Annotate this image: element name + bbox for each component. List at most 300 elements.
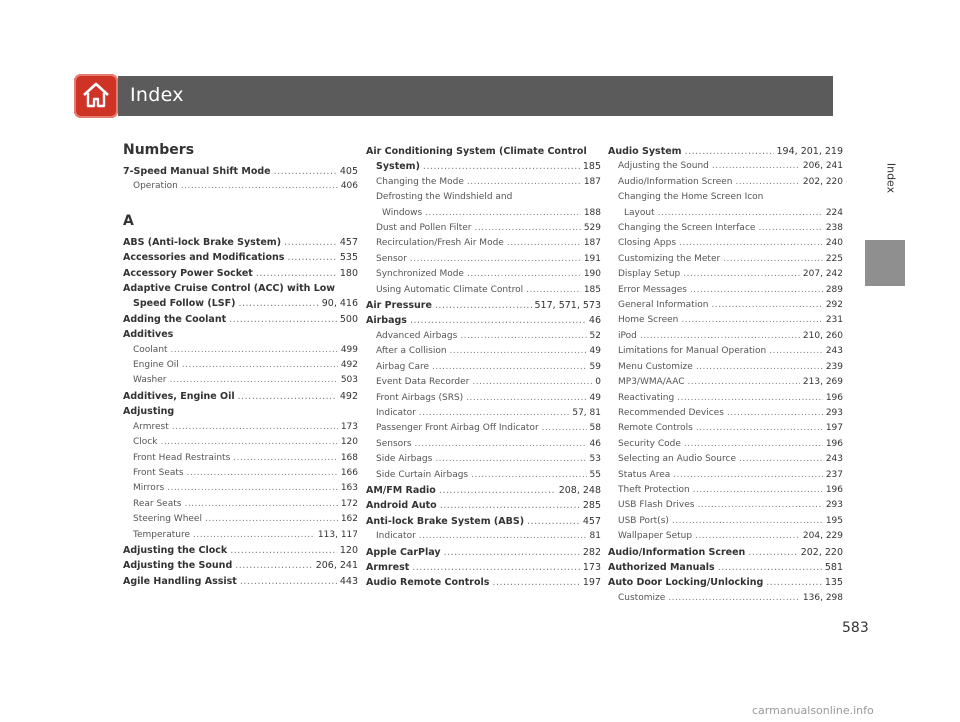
index-entry-page[interactable]: 238 [825, 223, 843, 234]
home-button[interactable] [74, 74, 118, 118]
dot-leader [718, 560, 822, 575]
index-entry-label: Reactivating [618, 392, 675, 403]
index-entry-page[interactable]: 202, 220 [800, 546, 843, 558]
index-entry-page[interactable]: 57, 81 [572, 407, 601, 418]
index-entry[interactable] [608, 267, 843, 282]
index-entry[interactable] [608, 575, 843, 590]
index-entry[interactable] [123, 373, 358, 388]
index-entry[interactable] [366, 468, 601, 483]
index-entry[interactable] [366, 575, 601, 590]
watermark: carmanualsonline.info [752, 704, 874, 717]
dot-leader [444, 545, 580, 560]
index-entry-page[interactable]: 46 [588, 315, 601, 327]
index-entry-label: Engine Oil [133, 360, 179, 371]
index-entry-label: Audio Remote Controls [366, 577, 490, 589]
index-column-2 [366, 144, 601, 591]
index-entry-label: Front Head Restraints [133, 452, 231, 463]
index-entry[interactable] [608, 190, 843, 205]
index-entry-label: Error Messages [618, 284, 687, 295]
index-entry-label: Recirculation/Fresh Air Mode [376, 238, 504, 249]
index-entry-page[interactable]: 293 [825, 500, 843, 511]
header-bar [118, 76, 833, 116]
index-entry[interactable] [608, 175, 843, 190]
index-entry-page[interactable]: 120 [339, 544, 358, 556]
index-entry[interactable] [123, 312, 358, 327]
index-entry[interactable] [608, 560, 843, 575]
index-entry-page[interactable]: 136, 298 [802, 592, 843, 603]
index-entry-page[interactable]: 207, 242 [802, 269, 843, 280]
index-entry-label: Airbags [366, 315, 407, 327]
index-entry-label: Changing the Home Screen Icon [618, 192, 764, 203]
index-entry[interactable] [608, 452, 843, 467]
index-entry-page[interactable]: 457 [339, 236, 358, 248]
index-entry-page[interactable]: 172 [340, 498, 358, 509]
index-entry[interactable] [366, 236, 601, 251]
index-entry-page[interactable]: 55 [589, 469, 601, 480]
dot-leader [683, 267, 800, 282]
index-entry-page[interactable]: 210, 260 [802, 330, 843, 341]
index-entry-label: Limitations for Manual Operation [618, 346, 767, 357]
dot-leader [229, 312, 337, 327]
index-entry-page[interactable]: 204, 229 [802, 531, 843, 542]
dot-leader [205, 512, 338, 527]
index-entry-page[interactable]: 196 [825, 392, 843, 403]
index-entry-label: Additives [123, 329, 174, 341]
index-entry-page[interactable]: 190 [583, 269, 601, 280]
dot-leader [233, 451, 338, 466]
index-entry-label: Air Pressure [366, 300, 432, 312]
dot-leader [160, 435, 337, 450]
dot-leader [287, 250, 336, 265]
index-entry-page[interactable]: 517, 571, 573 [534, 300, 601, 312]
index-entry-page[interactable]: 49 [589, 392, 601, 403]
index-entry-page[interactable]: 162 [340, 514, 358, 525]
dot-leader [492, 575, 579, 590]
dot-leader [230, 543, 337, 558]
index-entry[interactable] [366, 498, 601, 513]
index-entry[interactable] [123, 466, 358, 481]
index-entry-label: Speed Follow (LSF) [133, 298, 236, 310]
index-entry[interactable] [366, 360, 601, 375]
index-entry-page[interactable]: 405 [339, 166, 358, 177]
index-entry-page[interactable]: 194, 201, 219 [776, 146, 843, 157]
index-entry-label: Selecting an Audio Source [618, 454, 736, 465]
index-entry[interactable] [366, 313, 601, 328]
dot-leader [419, 406, 570, 421]
dot-leader [171, 343, 338, 358]
index-entry[interactable] [366, 406, 601, 421]
index-entry[interactable] [123, 481, 358, 496]
index-entry-label: Steering Wheel [133, 514, 202, 525]
index-entry-label: Menu Customize [618, 361, 693, 372]
dot-leader [460, 329, 586, 344]
index-entry-label: Customizing the Meter [618, 253, 721, 264]
index-entry-page[interactable]: 59 [589, 361, 601, 372]
index-entry-page[interactable]: 225 [825, 253, 843, 264]
index-entry[interactable] [608, 283, 843, 298]
index-entry-label: Defrosting the Windshield and [376, 192, 513, 203]
index-entry[interactable] [123, 420, 358, 435]
index-entry[interactable] [123, 266, 358, 281]
index-entry-label: Windows [382, 207, 423, 218]
index-entry[interactable] [608, 591, 843, 606]
index-entry[interactable] [608, 144, 843, 159]
dot-leader [256, 266, 337, 281]
index-entry-page[interactable]: 293 [825, 407, 843, 418]
dot-leader [672, 514, 823, 529]
index-entry[interactable] [123, 528, 358, 543]
index-entry-page[interactable]: 58 [589, 423, 601, 434]
dot-leader [187, 466, 338, 481]
column-2-entries [366, 144, 601, 591]
index-entry-label: Adjusting the Clock [123, 544, 228, 556]
section-heading-a: A [123, 212, 134, 229]
index-entry-label: Dust and Pollen Filter [376, 223, 472, 234]
index-entry-label: Changing the Screen Interface [618, 223, 756, 234]
index-entry[interactable] [366, 529, 601, 544]
index-entry-label: Home Screen [618, 315, 679, 326]
index-entry-page[interactable]: 187 [583, 176, 601, 187]
dot-leader [542, 421, 587, 436]
index-entry-page[interactable]: 206, 241 [802, 161, 843, 172]
dot-leader [668, 591, 800, 606]
index-entry-label: Adjusting the Sound [618, 161, 709, 172]
index-entry-label: Clock [133, 437, 158, 448]
index-entry[interactable] [608, 159, 843, 174]
index-entry-label: Adaptive Cruise Control (ACC) with Low [123, 283, 336, 295]
index-entry-label: Layout [624, 207, 655, 218]
dot-leader [677, 391, 823, 406]
dot-leader [679, 236, 823, 251]
index-entry[interactable] [366, 437, 601, 452]
index-entry-label: Front Seats [133, 467, 184, 478]
index-entry-page[interactable]: 406 [340, 181, 358, 192]
index-entry-label: Advanced Airbags [376, 330, 458, 341]
dot-leader [412, 560, 580, 575]
index-entry-page[interactable]: 237 [825, 469, 843, 480]
dot-leader [690, 283, 823, 298]
index-entry[interactable] [366, 514, 601, 529]
index-entry-page[interactable]: 166 [340, 467, 358, 478]
index-entry-page[interactable]: 196 [825, 484, 843, 495]
index-entry[interactable] [366, 483, 601, 498]
index-entry-label: Operation [133, 181, 178, 192]
index-entry[interactable] [608, 236, 843, 251]
index-entry-label: MP3/WMA/AAC [618, 377, 685, 388]
index-entry-page[interactable]: 185 [583, 284, 601, 295]
index-entry-label: Adjusting the Sound [123, 560, 233, 572]
index-entry[interactable] [123, 358, 358, 373]
dot-leader [435, 298, 532, 313]
index-entry-page[interactable]: 197 [582, 577, 601, 589]
home-icon [81, 80, 111, 110]
index-entry[interactable] [366, 452, 601, 467]
index-entry[interactable] [366, 344, 601, 359]
index-entry-page[interactable]: 285 [582, 500, 601, 512]
index-entry[interactable] [123, 451, 358, 466]
index-entry[interactable] [366, 206, 601, 221]
index-entry[interactable] [123, 389, 358, 404]
index-entry-page[interactable]: 289 [825, 284, 843, 295]
index-entry[interactable] [366, 283, 601, 298]
index-entry-label: AM/FM Radio [366, 484, 436, 496]
index-entry[interactable] [608, 529, 843, 544]
dot-leader [736, 175, 800, 190]
index-entry[interactable] [608, 437, 843, 452]
index-entry-label: Adding the Coolant [123, 313, 227, 325]
index-entry[interactable] [608, 344, 843, 359]
index-entry-page[interactable]: 208, 248 [558, 484, 601, 496]
index-entry[interactable] [608, 514, 843, 529]
index-entry[interactable] [608, 298, 843, 313]
index-entry[interactable] [123, 512, 358, 527]
index-entry-page[interactable]: 196 [825, 438, 843, 449]
index-entry-page[interactable]: 535 [339, 252, 358, 264]
index-entry-page[interactable]: 120 [340, 437, 358, 448]
index-entry-page[interactable]: 239 [825, 361, 843, 372]
index-entry-page[interactable]: 499 [340, 344, 358, 355]
index-entry[interactable] [608, 252, 843, 267]
dot-leader [238, 389, 337, 404]
index-entry[interactable] [366, 391, 601, 406]
index-entry-page[interactable]: 173 [582, 561, 601, 573]
dot-leader [475, 221, 581, 236]
index-entry-label: Event Data Recorder [376, 377, 470, 388]
index-entry[interactable] [608, 360, 843, 375]
index-entry-page[interactable]: 443 [339, 575, 358, 587]
index-entry-page[interactable]: 173 [340, 421, 358, 432]
index-entry-label: Additives, Engine Oil [123, 390, 235, 402]
dot-leader [182, 358, 338, 373]
dot-leader [723, 252, 823, 267]
dot-leader [693, 483, 823, 498]
index-column-3 [608, 144, 843, 606]
index-entry[interactable] [366, 159, 601, 174]
dot-leader [466, 391, 586, 406]
index-entry-label: Audio/Information Screen [608, 546, 746, 558]
index-entry-label: Closing Apps [618, 238, 677, 249]
index-entry-page[interactable]: 135 [824, 577, 843, 589]
numbers-entries [123, 164, 358, 195]
index-entry-page[interactable]: 187 [583, 238, 601, 249]
dot-leader [696, 421, 823, 436]
index-entry-label: Coolant [133, 344, 168, 355]
side-tab-label[interactable]: Index [884, 162, 898, 194]
index-entry-page[interactable]: 492 [340, 360, 358, 371]
index-entry-label: Sensors [376, 438, 412, 449]
index-entry[interactable] [608, 498, 843, 513]
index-entry[interactable] [123, 179, 358, 194]
dot-leader [432, 360, 587, 375]
index-entry-page[interactable]: 240 [825, 238, 843, 249]
index-entry-label: USB Flash Drives [618, 500, 695, 511]
dot-leader [467, 267, 581, 282]
index-entry-label: Mirrors [133, 483, 165, 494]
index-entry[interactable] [123, 164, 358, 179]
index-column-1 [123, 140, 358, 589]
index-entry[interactable] [608, 221, 843, 236]
index-entry-page[interactable]: 195 [825, 515, 843, 526]
dot-leader [658, 206, 823, 221]
dot-leader [681, 313, 822, 328]
index-entry-page[interactable]: 529 [583, 223, 601, 234]
index-entry[interactable] [366, 560, 601, 575]
index-entry-label: USB Port(s) [618, 515, 669, 526]
index-entry-page[interactable]: 492 [339, 390, 358, 402]
index-entry[interactable] [608, 206, 843, 221]
index-entry[interactable] [608, 421, 843, 436]
index-entry-label: Display Setup [618, 269, 681, 280]
index-entry[interactable] [608, 545, 843, 560]
dot-leader [507, 236, 581, 251]
index-entry-page[interactable]: 46 [589, 438, 601, 449]
index-entry[interactable] [366, 421, 601, 436]
index-entry-label: Theft Protection [618, 484, 690, 495]
dot-leader [450, 344, 587, 359]
index-entry-label: Changing the Mode [376, 176, 464, 187]
index-entry-label: After a Collision [376, 346, 447, 357]
index-entry-page[interactable]: 191 [583, 253, 601, 264]
index-entry[interactable] [366, 144, 601, 159]
index-entry-label: Audio System [608, 146, 682, 157]
index-entry[interactable] [366, 190, 601, 205]
index-entry-page[interactable]: 197 [825, 423, 843, 434]
index-entry-page[interactable]: 180 [339, 267, 358, 279]
dot-leader [711, 298, 822, 313]
index-entry-page[interactable]: 52 [589, 330, 601, 341]
index-entry-label: Android Auto [366, 500, 437, 512]
index-entry-page[interactable]: 81 [589, 531, 601, 542]
dot-leader [415, 437, 587, 452]
index-entry[interactable] [123, 281, 358, 296]
index-entry-page[interactable]: 188 [583, 207, 601, 218]
index-entry-page[interactable]: 90, 416 [321, 298, 358, 310]
index-entry[interactable] [123, 543, 358, 558]
index-entry[interactable] [608, 313, 843, 328]
a-entries [123, 235, 358, 589]
index-entry[interactable] [608, 391, 843, 406]
index-entry-label: Passenger Front Airbag Off Indicator [376, 423, 539, 434]
index-entry-label: Security Code [618, 438, 681, 449]
index-entry-page[interactable]: 224 [825, 207, 843, 218]
index-entry[interactable] [123, 404, 358, 419]
section-heading-numbers: Numbers [123, 142, 195, 158]
index-entry-page[interactable]: 500 [339, 313, 358, 325]
index-entry-page[interactable]: 168 [340, 452, 358, 463]
index-entry-label: Using Automatic Climate Control [376, 284, 524, 295]
index-entry-page[interactable]: 581 [824, 561, 843, 573]
index-entry-page[interactable]: 49 [589, 346, 601, 357]
dot-leader [727, 406, 823, 421]
index-entry[interactable] [123, 296, 358, 311]
dot-leader [410, 252, 581, 267]
index-entry-label: Authorized Manuals [608, 561, 715, 573]
index-entry-label: Adjusting [123, 406, 175, 418]
index-entry[interactable] [366, 252, 601, 267]
index-entry[interactable] [608, 375, 843, 390]
dot-leader [766, 575, 822, 590]
index-entry-label: 7-Speed Manual Shift Mode [123, 166, 271, 177]
index-entry-page[interactable]: 457 [582, 515, 601, 527]
dot-leader [284, 235, 337, 250]
index-entry-page[interactable]: 282 [582, 546, 601, 558]
index-entry-label: Side Curtain Airbags [376, 469, 469, 480]
dot-leader [240, 574, 337, 589]
dot-leader [527, 514, 580, 529]
index-entry-page[interactable]: 213, 269 [802, 377, 843, 388]
dot-leader [193, 528, 315, 543]
index-entry[interactable] [366, 175, 601, 190]
dot-leader [684, 437, 823, 452]
index-entry[interactable] [366, 221, 601, 236]
dot-leader [169, 373, 337, 388]
index-entry-label: Auto Door Locking/Unlocking [608, 577, 764, 589]
index-entry[interactable] [123, 327, 358, 342]
index-entry[interactable] [366, 375, 601, 390]
index-entry-label: Wallpaper Setup [618, 531, 693, 542]
index-entry[interactable] [366, 298, 601, 313]
index-entry[interactable] [608, 468, 843, 483]
index-entry[interactable] [366, 267, 601, 282]
index-entry-label: Side Airbags [376, 454, 433, 465]
dot-leader [526, 283, 581, 298]
index-entry[interactable] [608, 329, 843, 344]
dot-leader [695, 529, 800, 544]
dot-leader [435, 452, 586, 467]
index-entry-label: Airbag Care [376, 361, 429, 372]
index-entry-page[interactable]: 0 [595, 377, 601, 388]
index-entry[interactable] [123, 343, 358, 358]
index-entry-page[interactable]: 53 [589, 454, 601, 465]
index-entry[interactable] [608, 483, 843, 498]
dot-leader [423, 159, 580, 174]
index-entry[interactable] [123, 435, 358, 450]
dot-leader [467, 175, 581, 190]
index-entry[interactable] [123, 558, 358, 573]
index-entry-page[interactable]: 163 [340, 483, 358, 494]
index-entry-label: ABS (Anti-lock Brake System) [123, 236, 282, 248]
index-entry[interactable] [123, 235, 358, 250]
index-entry[interactable] [123, 250, 358, 265]
dot-leader [758, 221, 822, 236]
index-entry-page[interactable]: 206, 241 [315, 560, 358, 572]
index-entry[interactable] [366, 545, 601, 560]
index-entry-label: Sensor [376, 253, 407, 264]
index-entry[interactable] [123, 574, 358, 589]
index-entry-page[interactable]: 243 [825, 454, 843, 465]
dot-leader [712, 159, 800, 174]
dot-leader [425, 206, 581, 221]
index-entry-label: Agile Handling Assist [123, 575, 237, 587]
index-entry-label: Front Airbags (SRS) [376, 392, 464, 403]
index-entry-page[interactable]: 503 [340, 375, 358, 386]
index-entry-page[interactable]: 185 [582, 161, 601, 173]
dot-leader [696, 360, 823, 375]
index-entry[interactable] [366, 329, 601, 344]
index-entry-page[interactable]: 231 [825, 315, 843, 326]
index-entry-page[interactable]: 202, 220 [802, 176, 843, 187]
index-entry-label: System) [376, 161, 420, 173]
index-entry-page[interactable]: 113, 117 [317, 529, 358, 540]
index-entry[interactable] [608, 406, 843, 421]
index-entry-label: Air Conditioning System (Climate Control [366, 146, 587, 157]
index-entry[interactable] [123, 497, 358, 512]
dot-leader [274, 164, 337, 179]
index-entry-page[interactable]: 243 [825, 346, 843, 357]
dot-leader [769, 344, 823, 359]
index-entry-page[interactable]: 292 [825, 300, 843, 311]
index-entry-label: Washer [133, 375, 167, 386]
